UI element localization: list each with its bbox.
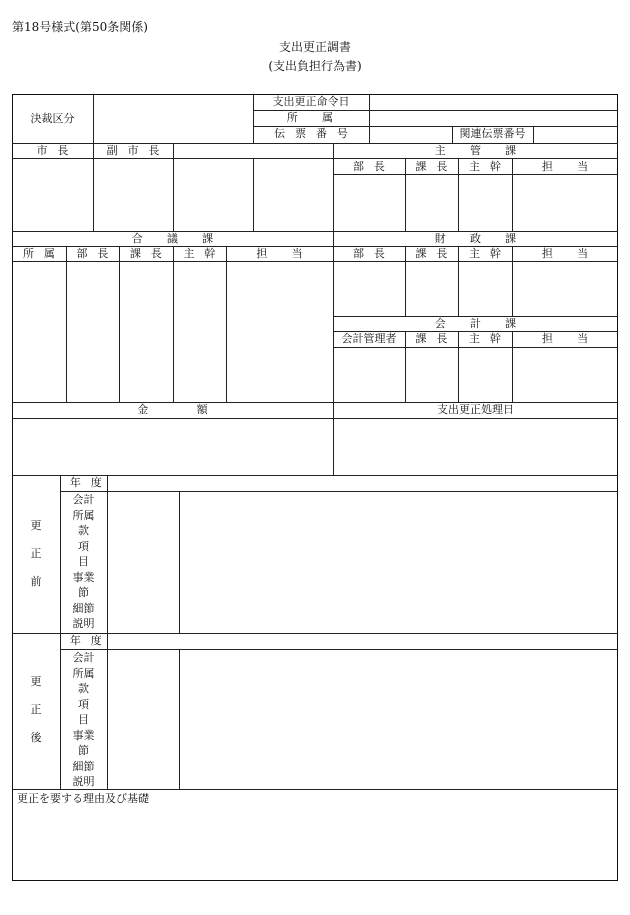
process-date-label: 支出更正処理日 bbox=[437, 403, 514, 416]
document-title: 支出更正調書 bbox=[278, 40, 351, 54]
decision-class-label: 決裁区分 bbox=[30, 112, 75, 125]
reason-label: 更正を要する理由及び基礎 bbox=[17, 792, 149, 805]
after-item-label: 所属 bbox=[72, 666, 95, 680]
council-staff-label: 担当 bbox=[256, 247, 327, 260]
deputy-mayor-stamp-box[interactable] bbox=[94, 159, 172, 230]
after-year-label: 年度 bbox=[69, 634, 112, 647]
before-item-label: 目 bbox=[78, 555, 89, 568]
finance-section-label: 財政課 bbox=[434, 232, 541, 245]
mgr-department-head-label: 部長 bbox=[353, 160, 395, 173]
accounting-section-chief-label: 課長 bbox=[415, 332, 458, 345]
before-item-list bbox=[60, 492, 107, 632]
decision-class-field[interactable] bbox=[94, 95, 252, 142]
mayor-stamp-box[interactable] bbox=[13, 159, 92, 230]
after-label: 更 正 後 bbox=[30, 675, 42, 744]
after-item-list bbox=[60, 650, 107, 790]
before-item-label: 会計 bbox=[72, 493, 95, 506]
accounting-staff-label: 担当 bbox=[541, 332, 613, 345]
finance-staff-label: 担当 bbox=[541, 247, 613, 260]
before-label: 更 正 前 bbox=[30, 519, 42, 588]
order-date-field[interactable] bbox=[370, 95, 617, 109]
managing-section-label: 主管課 bbox=[434, 144, 541, 157]
related-voucher-field[interactable] bbox=[534, 127, 617, 142]
after-item-label: 説明 bbox=[72, 775, 95, 788]
department-field[interactable] bbox=[370, 111, 617, 125]
voucher-number-label: 伝票番号 bbox=[274, 127, 358, 140]
reason-field[interactable] bbox=[13, 808, 617, 879]
council-department-head-label: 部長 bbox=[76, 247, 119, 260]
before-code-field[interactable] bbox=[108, 492, 178, 632]
voucher-number-field[interactable] bbox=[370, 127, 451, 142]
council-senior-staff-label: 主幹 bbox=[183, 247, 226, 260]
after-item-label: 項 bbox=[78, 697, 89, 711]
council-section-label: 合議課 bbox=[131, 232, 238, 245]
mgr-section-chief-label: 課長 bbox=[415, 160, 458, 173]
before-item-label: 款 bbox=[78, 524, 89, 537]
after-item-label: 目 bbox=[78, 713, 89, 726]
department-label: 所属 bbox=[286, 111, 358, 124]
finance-senior-staff-label: 主幹 bbox=[469, 247, 511, 260]
mgr-staff-label: 担当 bbox=[541, 160, 613, 173]
document-subtitle: (支出負担行為書) bbox=[268, 59, 362, 73]
order-date-label: 支出更正命令日 bbox=[272, 95, 350, 108]
accounting-manager-label: 会計管理者 bbox=[341, 332, 397, 345]
amount-label: 金額 bbox=[137, 403, 257, 416]
finance-department-head-label: 部長 bbox=[353, 247, 395, 260]
council-section-chief-label: 課長 bbox=[130, 247, 172, 260]
after-year-field[interactable] bbox=[108, 634, 617, 648]
form-number: 第18号様式(第50条関係) bbox=[12, 20, 148, 34]
before-item-label: 節 bbox=[78, 586, 89, 599]
mgr-senior-staff-label: 主幹 bbox=[469, 160, 511, 173]
mayor-label: 市長 bbox=[36, 144, 79, 157]
before-year-label: 年度 bbox=[69, 476, 112, 489]
amount-field[interactable] bbox=[13, 419, 332, 474]
before-year-field[interactable] bbox=[108, 476, 617, 490]
before-name-field[interactable] bbox=[180, 492, 617, 632]
after-item-label: 節 bbox=[78, 744, 89, 757]
process-date-field[interactable] bbox=[334, 419, 617, 474]
accounting-senior-staff-label: 主幹 bbox=[469, 332, 511, 345]
before-item-label: 細節 bbox=[72, 601, 95, 615]
after-item-label: 款 bbox=[78, 682, 89, 695]
council-affiliation-label: 所属 bbox=[23, 247, 65, 260]
before-item-label: 説明 bbox=[72, 617, 95, 630]
accounting-section-label: 会計課 bbox=[434, 317, 541, 330]
deputy-mayor-label: 副市長 bbox=[106, 144, 170, 157]
before-item-label: 所属 bbox=[72, 508, 95, 522]
after-code-field[interactable] bbox=[108, 650, 178, 788]
before-item-label: 事業 bbox=[72, 570, 95, 584]
before-item-label: 項 bbox=[78, 539, 89, 553]
related-voucher-label: 関連伝票番号 bbox=[459, 127, 526, 140]
after-item-label: 会計 bbox=[72, 651, 95, 664]
after-item-label: 細節 bbox=[72, 759, 95, 773]
after-name-field[interactable] bbox=[180, 650, 617, 788]
after-item-label: 事業 bbox=[72, 728, 95, 742]
finance-section-chief-label: 課長 bbox=[415, 247, 458, 260]
